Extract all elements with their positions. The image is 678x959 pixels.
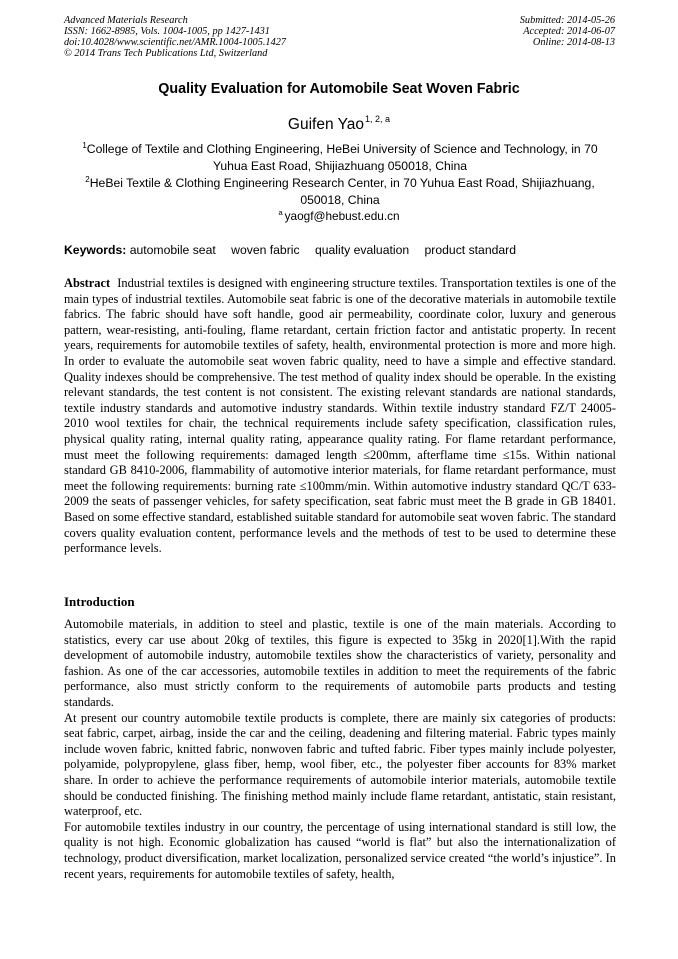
journal-copyright: © 2014 Trans Tech Publications Ltd, Switzerland — [64, 48, 268, 59]
affiliation-1 — [64, 137, 616, 175]
author-name: Guifen Yao — [287, 116, 365, 133]
journal-issn: ISSN: 1662-8985, Vols. 1004-1005, pp 1427-1431 — [64, 26, 270, 37]
paper-title: Quality Evaluation for Automobile Seat Woven Fabric — [158, 81, 520, 97]
keyword-item: automobile seat — [129, 243, 216, 257]
email-superscript: a — [278, 208, 283, 217]
affiliation-1-superscript: 1 — [82, 141, 87, 150]
affiliation-1-text: College of Textile and Clothing Engineering, HeBei University of Science and Technology, in 70 Yuhua East Road, Shijiazhuang 050018, China — [86, 142, 598, 173]
author — [0, 114, 678, 134]
email-address[interactable]: yaogf@hebust.edu.cn — [284, 209, 400, 223]
journal-doi: doi:10.4028/www.scientific.net/AMR.1004-1005.1427 — [64, 37, 287, 48]
keywords — [64, 243, 616, 257]
abstract — [64, 276, 616, 557]
introduction-paragraph: At present our country automobile textile products is complete, there are mainly six categories of products: seat fabric, carpet, airbag, inside the car and the ceiling, deadening and filtering material. Fabric types mainly include woven fabric, knitted fabric, nonwoven fabric and tufted fabric. Fiber types mainly include polyester, polyamide, polypropylene, glass fiber, hemp, wool fiber, etc., the polyester fiber accounts for 83% market share. In order to achieve the performance requirements of automobile interior materials, automobile textile should be conducted finishing. The finishing method mainly include flame retardant, antistatic, stain resistant, waterproof, etc. — [64, 710, 616, 819]
online-date: Online: 2014-08-13 — [532, 37, 615, 48]
keyword-item: product standard — [424, 243, 516, 257]
introduction-heading: Introduction — [64, 594, 135, 609]
affiliation-2 — [64, 171, 616, 209]
affiliation-2-superscript: 2 — [85, 175, 90, 184]
affiliation-2-text: HeBei Textile & Clothing Engineering Research Center, in 70 Yuhua East Road, Shijiazhuang, 050018, China — [89, 176, 595, 207]
accepted-date: Accepted: 2014-06-07 — [523, 26, 615, 37]
author-email — [0, 208, 678, 223]
journal-name: Advanced Materials Research — [64, 15, 188, 26]
introduction-paragraph: Automobile materials, in addition to steel and plastic, textile is one of the main materials. According to statistics, every car use about 20kg of textiles, this figure is expected to 35kg in 2020[1].With the rapid development of automobile industry, automobile textiles show the characteristics of variety, personality and fashion. As one of the car accessories, automobile textiles in addition to meet the requirements of the fabric performance, also must strictly conform to the requirements of automobile parts products and testing standards. — [64, 617, 616, 709]
abstract-label: Abstract — [64, 276, 111, 290]
keywords-label: Keywords: — [64, 243, 127, 257]
author-superscript: 1, 2, a — [365, 114, 391, 124]
journal-header — [64, 15, 364, 59]
keyword-item: quality evaluation — [314, 243, 410, 257]
dates-header — [415, 15, 615, 48]
keyword-item: woven fabric — [231, 243, 300, 257]
introduction-body — [64, 617, 616, 882]
introduction-paragraph: For automobile textiles industry in our country, the percentage of using international standard is still low, the quality is not high. Economic globalization has caused “world is flat” but also the internationalization of technology, product diversification, market localization, personalized service created “the world’s injustice”. In recent years, requirements for automobile textiles of safety, health, — [64, 819, 616, 881]
abstract-text: Industrial textiles is designed with engineering structure textiles. Transportation textiles is one of the main types of industrial textiles. Automobile seat fabric is one of the decorative materials in automobile textile fabrics. The fabric should have soft handle, good air permeability, coordinate color, luxury and generous pattern, wear-resisting, anti-fouling, flame retardant, certain friction factor and antistatic property. In recent years, requirements for automobile textiles of safety, health, environmental protection is more and more high. In order to evaluate the automobile seat woven fabric quality, need to have a simple and effective standard. Quality indexes should be comprehensive. The test method of quality index should be operable. In the existing relevant standards, the test content is not consistent. The existing relevant standards are national standards, textile industry standards and automotive industry standards. Within textile industry standard FZ/T 24005-2010 wool textiles for chair, the technical requirements include safety specification, classification rules, physical quality rating, internal quality rating, appearance quality rating. For flame retardant performance, must meet the following requirements: damaged length ≤200mm, afterflame time ≤15s. Within national standard GB 8410-2006, flammability of automotive interior materials, for flame retardant performance, must meet the following requirements: burning rate ≤100mm/min. Within automotive industry standard QC/T 633-2009 the seats of passenger vehicles, for safety specification, seat fabric must meet the B grade in GB 18401. Based on some effective standard, established suitable standard for automobile seat woven fabric. The standard covers quality evaluation content, performance levels and the methods of test to be used to determine these performance levels. — [64, 276, 616, 556]
submitted-date: Submitted: 2014-05-26 — [519, 15, 615, 26]
